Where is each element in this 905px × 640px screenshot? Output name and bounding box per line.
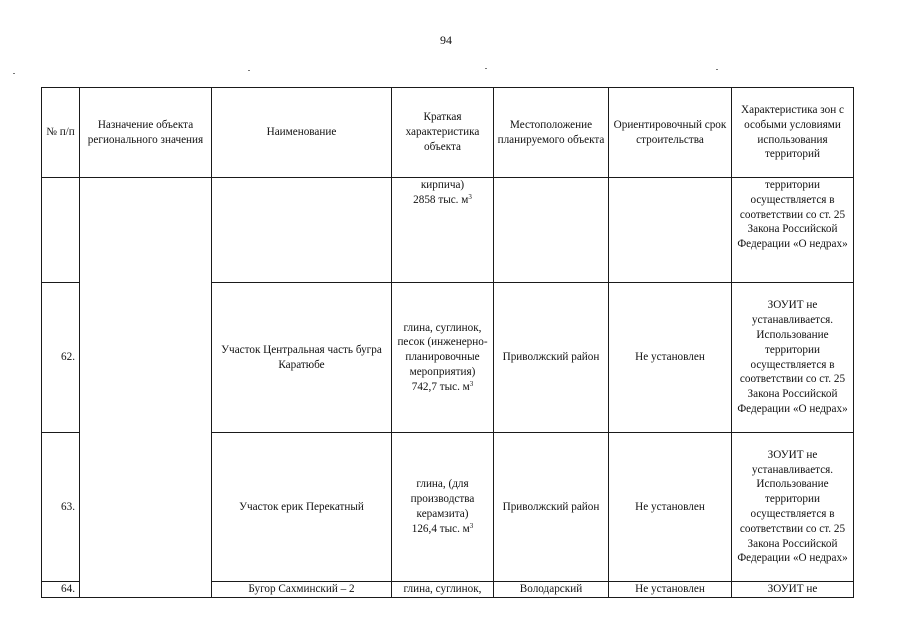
cell-location: Приволжский район <box>494 283 609 433</box>
cell-zones: ЗОУИТ не устанавливается. Использование территории осуществляется в соответствии со ст. 25 Закона Российской Федерации «О недрах» <box>732 283 854 433</box>
cell-term: Не установлен <box>609 433 732 582</box>
header-purpose: Назначение объекта регионального значения <box>80 88 212 178</box>
cell-num: 62. <box>42 283 80 433</box>
cell-num <box>42 178 80 283</box>
cell-location <box>494 178 609 283</box>
cell-name <box>212 178 392 283</box>
header-name: Наименование <box>212 88 392 178</box>
objects-table <box>41 87 854 598</box>
cell-zones: ЗОУИТ не <box>732 582 854 598</box>
cell-characteristic: глина, суглинок, <box>392 582 494 598</box>
cell-characteristic: глина, (для производства керамзита) 126,4 тыс. $м^3$ <box>392 433 494 582</box>
page-number: 94 <box>440 33 452 47</box>
header-characteristic: Краткая характеристика объекта <box>392 88 494 178</box>
header-num: № п/п <box>42 88 80 178</box>
scan-speck <box>716 69 718 70</box>
cell-purpose-merged <box>80 178 212 598</box>
scan-speck <box>248 70 250 71</box>
cell-zones: ЗОУИТ не устанавливается. Использование территории осуществляется в соответствии со ст. 25 Закона Российской Федерации «О недрах» <box>732 433 854 582</box>
cell-location: Володарский <box>494 582 609 598</box>
cell-characteristic: глина, суглинок, песок (инженерно-планировочные мероприятия) 742,7 тыс. $м^3$ <box>392 283 494 433</box>
cell-num: 64. <box>42 582 80 598</box>
cell-characteristic: кирпича) 2858 тыс. $м^3$ <box>392 178 494 283</box>
cell-name: Бугор Сахминский – 2 <box>212 582 392 598</box>
cell-name: Участок Центральная часть бугра Каратюбе <box>212 283 392 433</box>
scan-speck <box>485 68 487 69</box>
table-header-row <box>42 88 854 178</box>
cell-zones: территории осуществляется в соответствии со ст. 25 Закона Российской Федерации «О недрах» <box>732 178 854 283</box>
cell-term: Не установлен <box>609 283 732 433</box>
cell-term <box>609 178 732 283</box>
scan-speck <box>13 73 15 74</box>
header-term: Ориентировочный срок строительства <box>609 88 732 178</box>
header-zones: Характеристика зон с особыми условиями использования территорий <box>732 88 854 178</box>
cell-term: Не установлен <box>609 582 732 598</box>
header-location: Местоположение планируемого объекта <box>494 88 609 178</box>
cell-num: 63. <box>42 433 80 582</box>
cell-name: Участок ерик Перекатный <box>212 433 392 582</box>
cell-location: Приволжский район <box>494 433 609 582</box>
table-row-continuation <box>42 178 854 283</box>
